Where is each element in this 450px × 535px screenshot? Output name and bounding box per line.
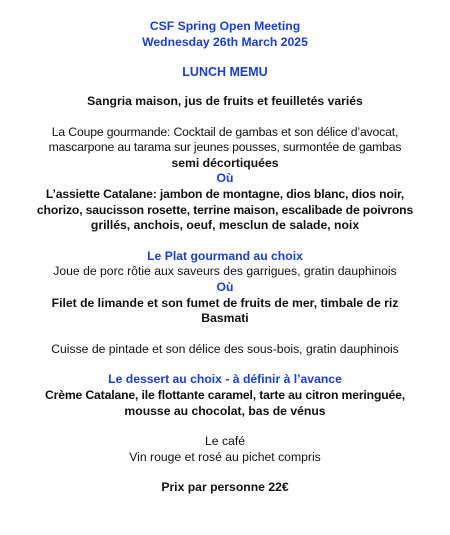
dessert-line-2: mousse au chocolat, bas de vénus	[124, 403, 326, 418]
meeting-title: CSF Spring Open Meeting	[149, 19, 301, 33]
starter-2-line-1: L’assiette Catalane: jambon de montagne, dios blanc, dios noir,	[45, 186, 405, 201]
meeting-date: Wednesday 26th March 2025	[142, 34, 308, 49]
starter-2-line-3: grillés, anchois, oeuf, mesclun de salade, noix	[90, 218, 360, 233]
or-separator-1: Où	[216, 171, 234, 186]
aperitif-line: Sangria maison, jus de fruits et feuilletés variés	[87, 94, 363, 108]
coffee-line: Le café	[205, 434, 245, 449]
starter-1-line-1: La Coupe gourmande: Cocktail de gambas et son délice d’avocat,	[51, 124, 399, 139]
price-line: Prix par personne 22€	[161, 480, 289, 495]
dessert-title: Le dessert au choix - à définir à l’avance	[108, 372, 342, 387]
main-course-3: Cuisse de pintade et son délice des sous-bois, gratin dauphinois	[51, 341, 399, 356]
starter-1-line-3: semi décortiquées	[171, 155, 279, 170]
wine-line: Vin rouge et rosé au pichet compris	[129, 449, 321, 464]
starter-2-line-2: chorizo, saucisson rosette, terrine maison, escalibade de poivrons	[36, 202, 414, 217]
main-course-title: Le Plat gourmand au choix	[147, 248, 303, 263]
main-course-2-line-1: Filet de limande et son fumet de fruits de mer, timbale de riz	[51, 295, 399, 310]
menu-title: LUNCH MEMU	[182, 65, 268, 79]
starter-1-line-2: mascarpone au tarama sur jeunes pousses, surmontée de gambas	[48, 140, 402, 155]
dessert-line-1: Crème Catalane, ile flottante caramel, tarte au citron meringuée,	[44, 387, 406, 402]
or-separator-2: Où	[216, 279, 234, 294]
main-course-2-line-2: Basmati	[201, 311, 249, 326]
main-course-1: Joue de porc rôtie aux saveurs des garrigues, gratin dauphinois	[53, 264, 397, 279]
